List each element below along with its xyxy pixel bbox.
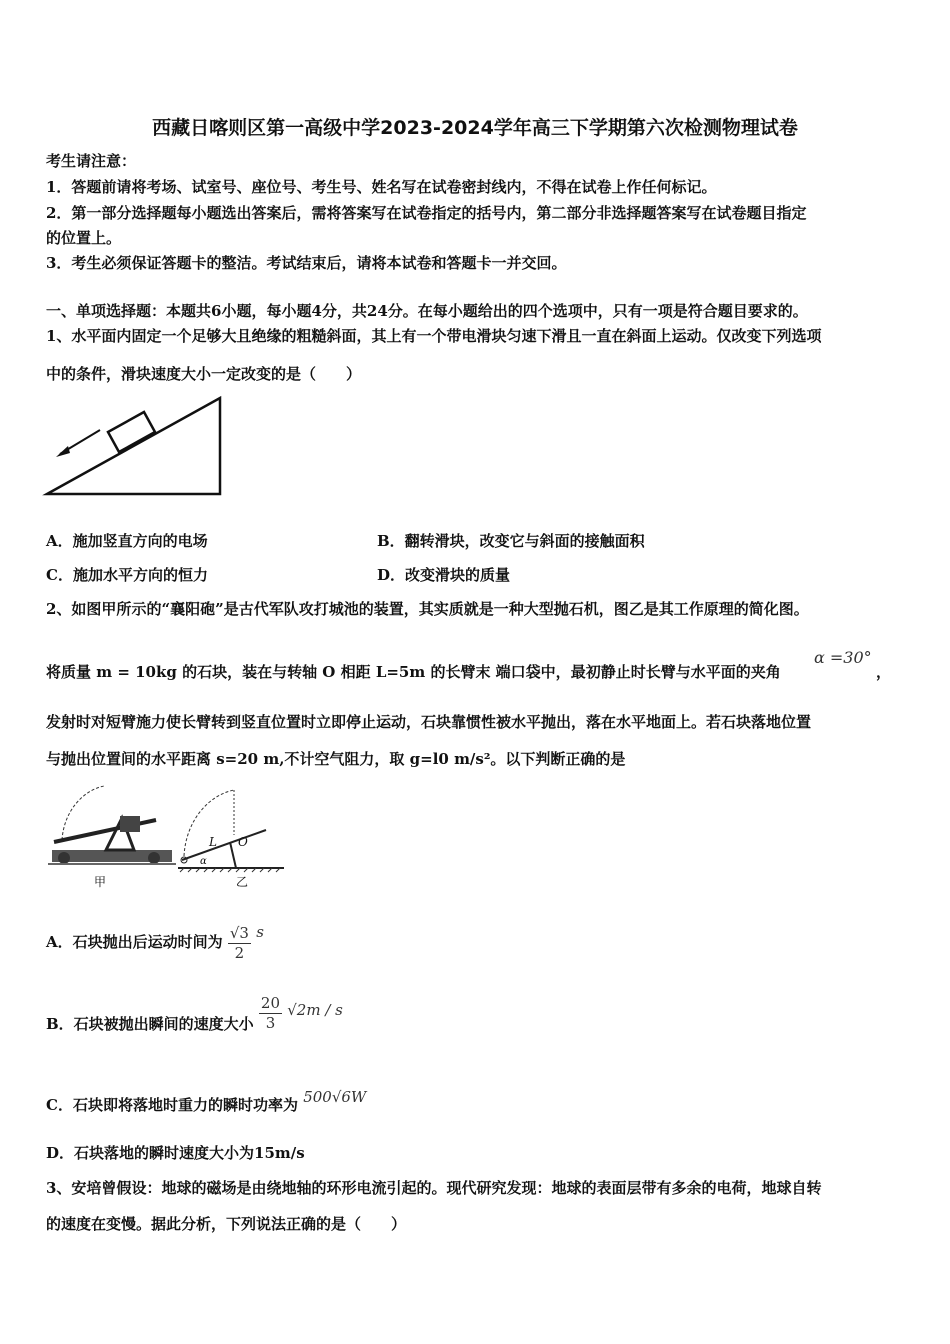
q2-option-c-text: C．石块即将落地时重力的瞬时功率为 xyxy=(46,1096,298,1114)
q2-option-a-denominator: 2 xyxy=(234,943,245,962)
notice-item-2-cont: 的位置上。 xyxy=(46,229,122,247)
q2-option-a xyxy=(46,918,916,966)
q1-incline-figure xyxy=(40,392,230,502)
q2-option-c-power: 500√6W xyxy=(303,1088,367,1106)
q2-trebuchet-figure xyxy=(44,780,294,892)
q2-angle-expression: α =30° xyxy=(814,648,872,667)
fig-label-alpha: α xyxy=(200,856,207,867)
q2-stem-line2: 将质量 m = 10kg 的石块，装在与转轴 O 相距 L=5m 的长臂末 端口袋中，最初静止时长臂与水平面的夹角 xyxy=(46,663,781,681)
q1-stem-line2: 中的条件，滑块速度大小一定改变的是（ ） xyxy=(46,365,362,383)
fig-label-yi: 乙 xyxy=(236,875,249,889)
q1-option-a: A．施加竖直方向的电场 xyxy=(46,532,208,550)
q2-option-c xyxy=(46,1088,916,1122)
q2-option-a-unit: s xyxy=(256,923,264,941)
q2-stem-line4: 与抛出位置间的水平距离 s=20 m,不计空气阻力，取 g=l0 m/s²。以下判断正确的是 xyxy=(46,750,626,768)
q2-option-b-denominator: 3 xyxy=(265,1013,276,1032)
q2-stem-line3: 发射时对短臂施力使长臂转到竖直位置时立即停止运动，石块靠惯性被水平抛出，落在水平地面上。若石块落地位置 xyxy=(46,713,812,731)
q2-option-b xyxy=(46,993,916,1048)
fig-label-L: L xyxy=(209,835,217,849)
q1-option-d: D．改变滑块的质量 xyxy=(377,566,511,584)
q1-option-b: B．翻转滑块，改变它与斜面的接触面积 xyxy=(377,532,645,550)
fig-label-O: O xyxy=(238,835,248,849)
q2-stem-line1: 2、如图甲所示的“襄阳砲”是古代军队攻打城池的装置，其实质就是一种大型抛石机，图乙是其工作原理的简化图。 xyxy=(46,600,809,618)
q2-option-a-text: A．石块抛出后运动时间为 xyxy=(46,933,223,951)
q3-stem-line2: 的速度在变慢。据此分析，下列说法正确的是（ ） xyxy=(46,1215,407,1233)
notice-item-1: 1．答题前请将考场、试室号、座位号、考生号、姓名写在试卷密封线内，不得在试卷上作任何标记。 xyxy=(46,178,717,196)
q3-stem-line1: 3、安培曾假设：地球的磁场是由绕地轴的环形电流引起的。现代研究发现：地球的表面层带有多余的电荷，地球自转 xyxy=(46,1179,822,1197)
exam-title: 西藏日喀则区第一高级中学2023-2024学年高三下学期第六次检测物理试卷 xyxy=(152,117,798,139)
q2-option-b-text: B．石块被抛出瞬间的速度大小 xyxy=(46,1015,254,1033)
q2-option-b-numerator: 20 xyxy=(260,993,281,1012)
q1-stem-line1: 1、水平面内固定一个足够大且绝缘的粗糙斜面，其上有一个带电滑块匀速下滑且一直在斜面上运动。仅改变下列选项 xyxy=(46,327,822,345)
trebuchet-sketch-jia xyxy=(48,786,176,864)
q2-option-d: D．石块落地的瞬时速度大小为15m/s xyxy=(46,1144,305,1162)
fig-label-jia: 甲 xyxy=(94,875,107,889)
notice-item-3: 3．考生必须保证答题卡的整洁。考试结束后，请将本试卷和答题卡一并交回。 xyxy=(46,254,567,272)
q2-option-a-fraction xyxy=(228,924,251,963)
q1-option-c: C．施加水平方向的恒力 xyxy=(46,566,208,584)
q2-option-b-fraction xyxy=(259,994,282,1033)
notice-item-2: 2．第一部分选择题每小题选出答案后，需将答案写在试卷指定的括号内，第二部分非选择题答案写在试卷题目指定 xyxy=(46,204,807,222)
section-heading: 一、单项选择题：本题共6小题，每小题4分，共24分。在每小题给出的四个选项中，只有一项是符合题目要求的。 xyxy=(46,302,808,320)
q2-option-a-numerator: √3 xyxy=(229,923,249,942)
q2-stem-line2-end: ， xyxy=(876,663,892,681)
trebuchet-schematic-yi xyxy=(178,790,284,872)
notice-heading: 考生请注意： xyxy=(46,152,137,170)
q2-option-b-speed: √2m / s xyxy=(287,1001,343,1019)
